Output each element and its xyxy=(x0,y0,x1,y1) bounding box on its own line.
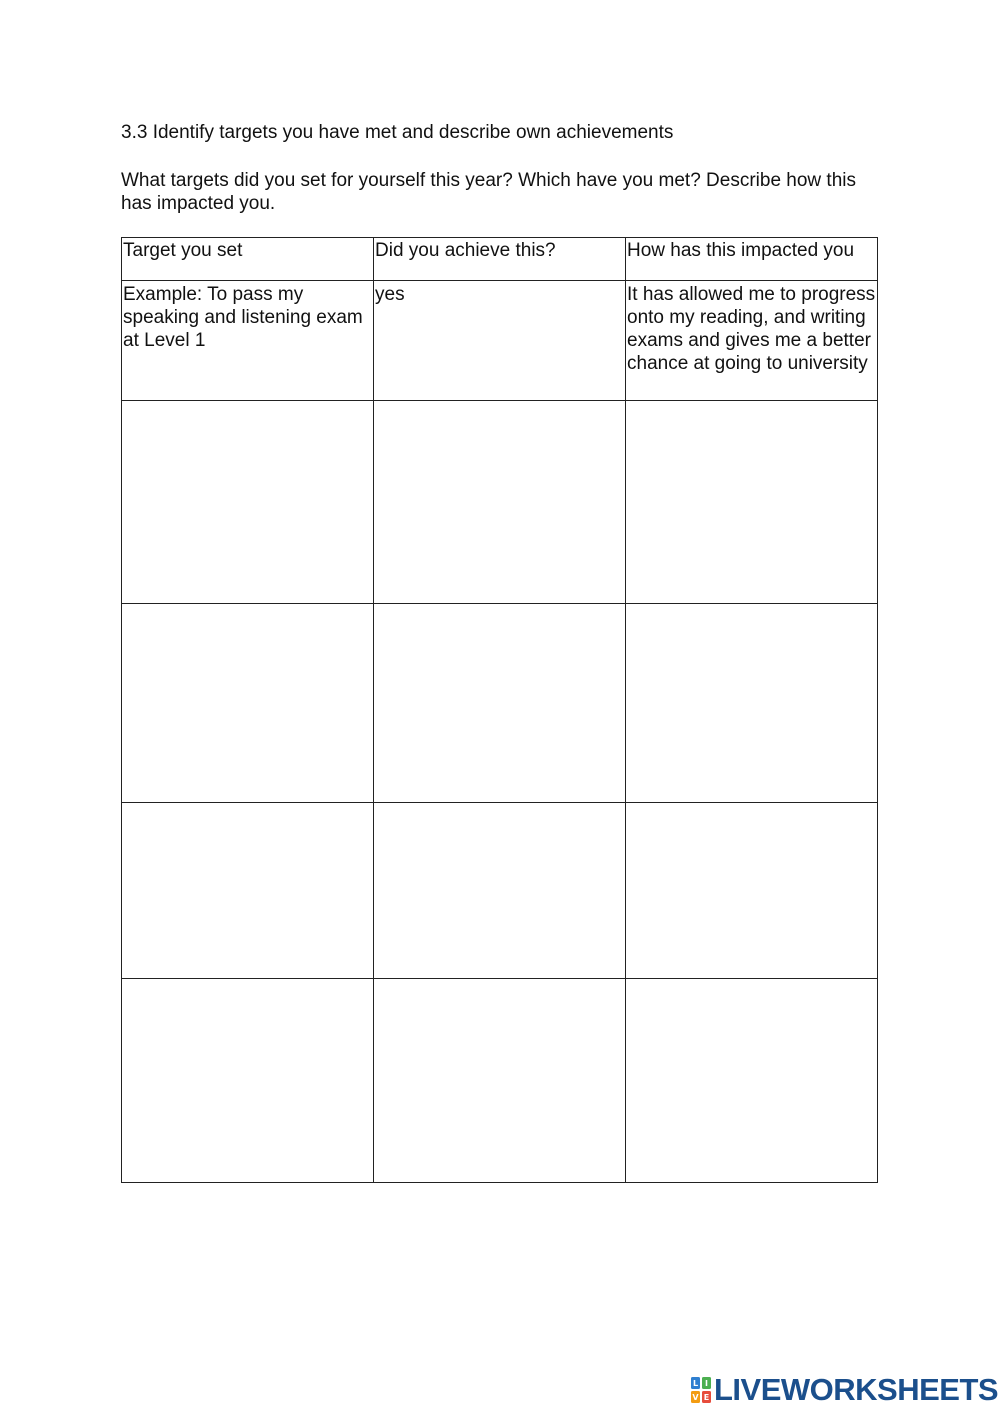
table-row xyxy=(122,401,878,604)
impact-cell[interactable] xyxy=(626,401,878,604)
section-heading: 3.3 Identify targets you have met and describe own achievements xyxy=(121,122,674,143)
table-row xyxy=(122,803,878,979)
liveworksheets-logo xyxy=(691,1374,998,1406)
liveworksheets-logo-mark-icon xyxy=(691,1377,711,1403)
example-target: Example: To pass my speaking and listening exam at Level 1 xyxy=(122,281,374,401)
achieved-cell[interactable] xyxy=(374,979,626,1183)
table-row xyxy=(122,979,878,1183)
header-impact: How has this impacted you xyxy=(626,238,878,281)
target-cell[interactable] xyxy=(122,979,374,1183)
svg-text:I: I xyxy=(705,1379,708,1388)
achieved-cell[interactable] xyxy=(374,604,626,803)
svg-text:E: E xyxy=(703,1393,710,1402)
header-achieved: Did you achieve this? xyxy=(374,238,626,281)
worksheet-question: What targets did you set for yourself this year? Which have you met? Describe how this has impacted you. xyxy=(121,170,856,214)
svg-text:V: V xyxy=(692,1393,699,1402)
header-target: Target you set xyxy=(122,238,374,281)
target-cell[interactable] xyxy=(122,401,374,604)
impact-cell[interactable] xyxy=(626,604,878,803)
table-header-row xyxy=(122,238,878,281)
example-achieved: yes xyxy=(374,281,626,401)
achieved-cell[interactable] xyxy=(374,803,626,979)
targets-table xyxy=(121,237,878,1183)
achieved-cell[interactable] xyxy=(374,401,626,604)
target-cell[interactable] xyxy=(122,803,374,979)
impact-cell[interactable] xyxy=(626,803,878,979)
svg-text:L: L xyxy=(692,1379,699,1388)
impact-cell[interactable] xyxy=(626,979,878,1183)
table-row xyxy=(122,604,878,803)
logo-text: LIVEWORKSHEETS xyxy=(714,1372,999,1407)
example-row xyxy=(122,281,878,401)
example-impact: It has allowed me to progress onto my reading, and writing exams and gives me a better chance at going to university xyxy=(626,281,878,401)
target-cell[interactable] xyxy=(122,604,374,803)
